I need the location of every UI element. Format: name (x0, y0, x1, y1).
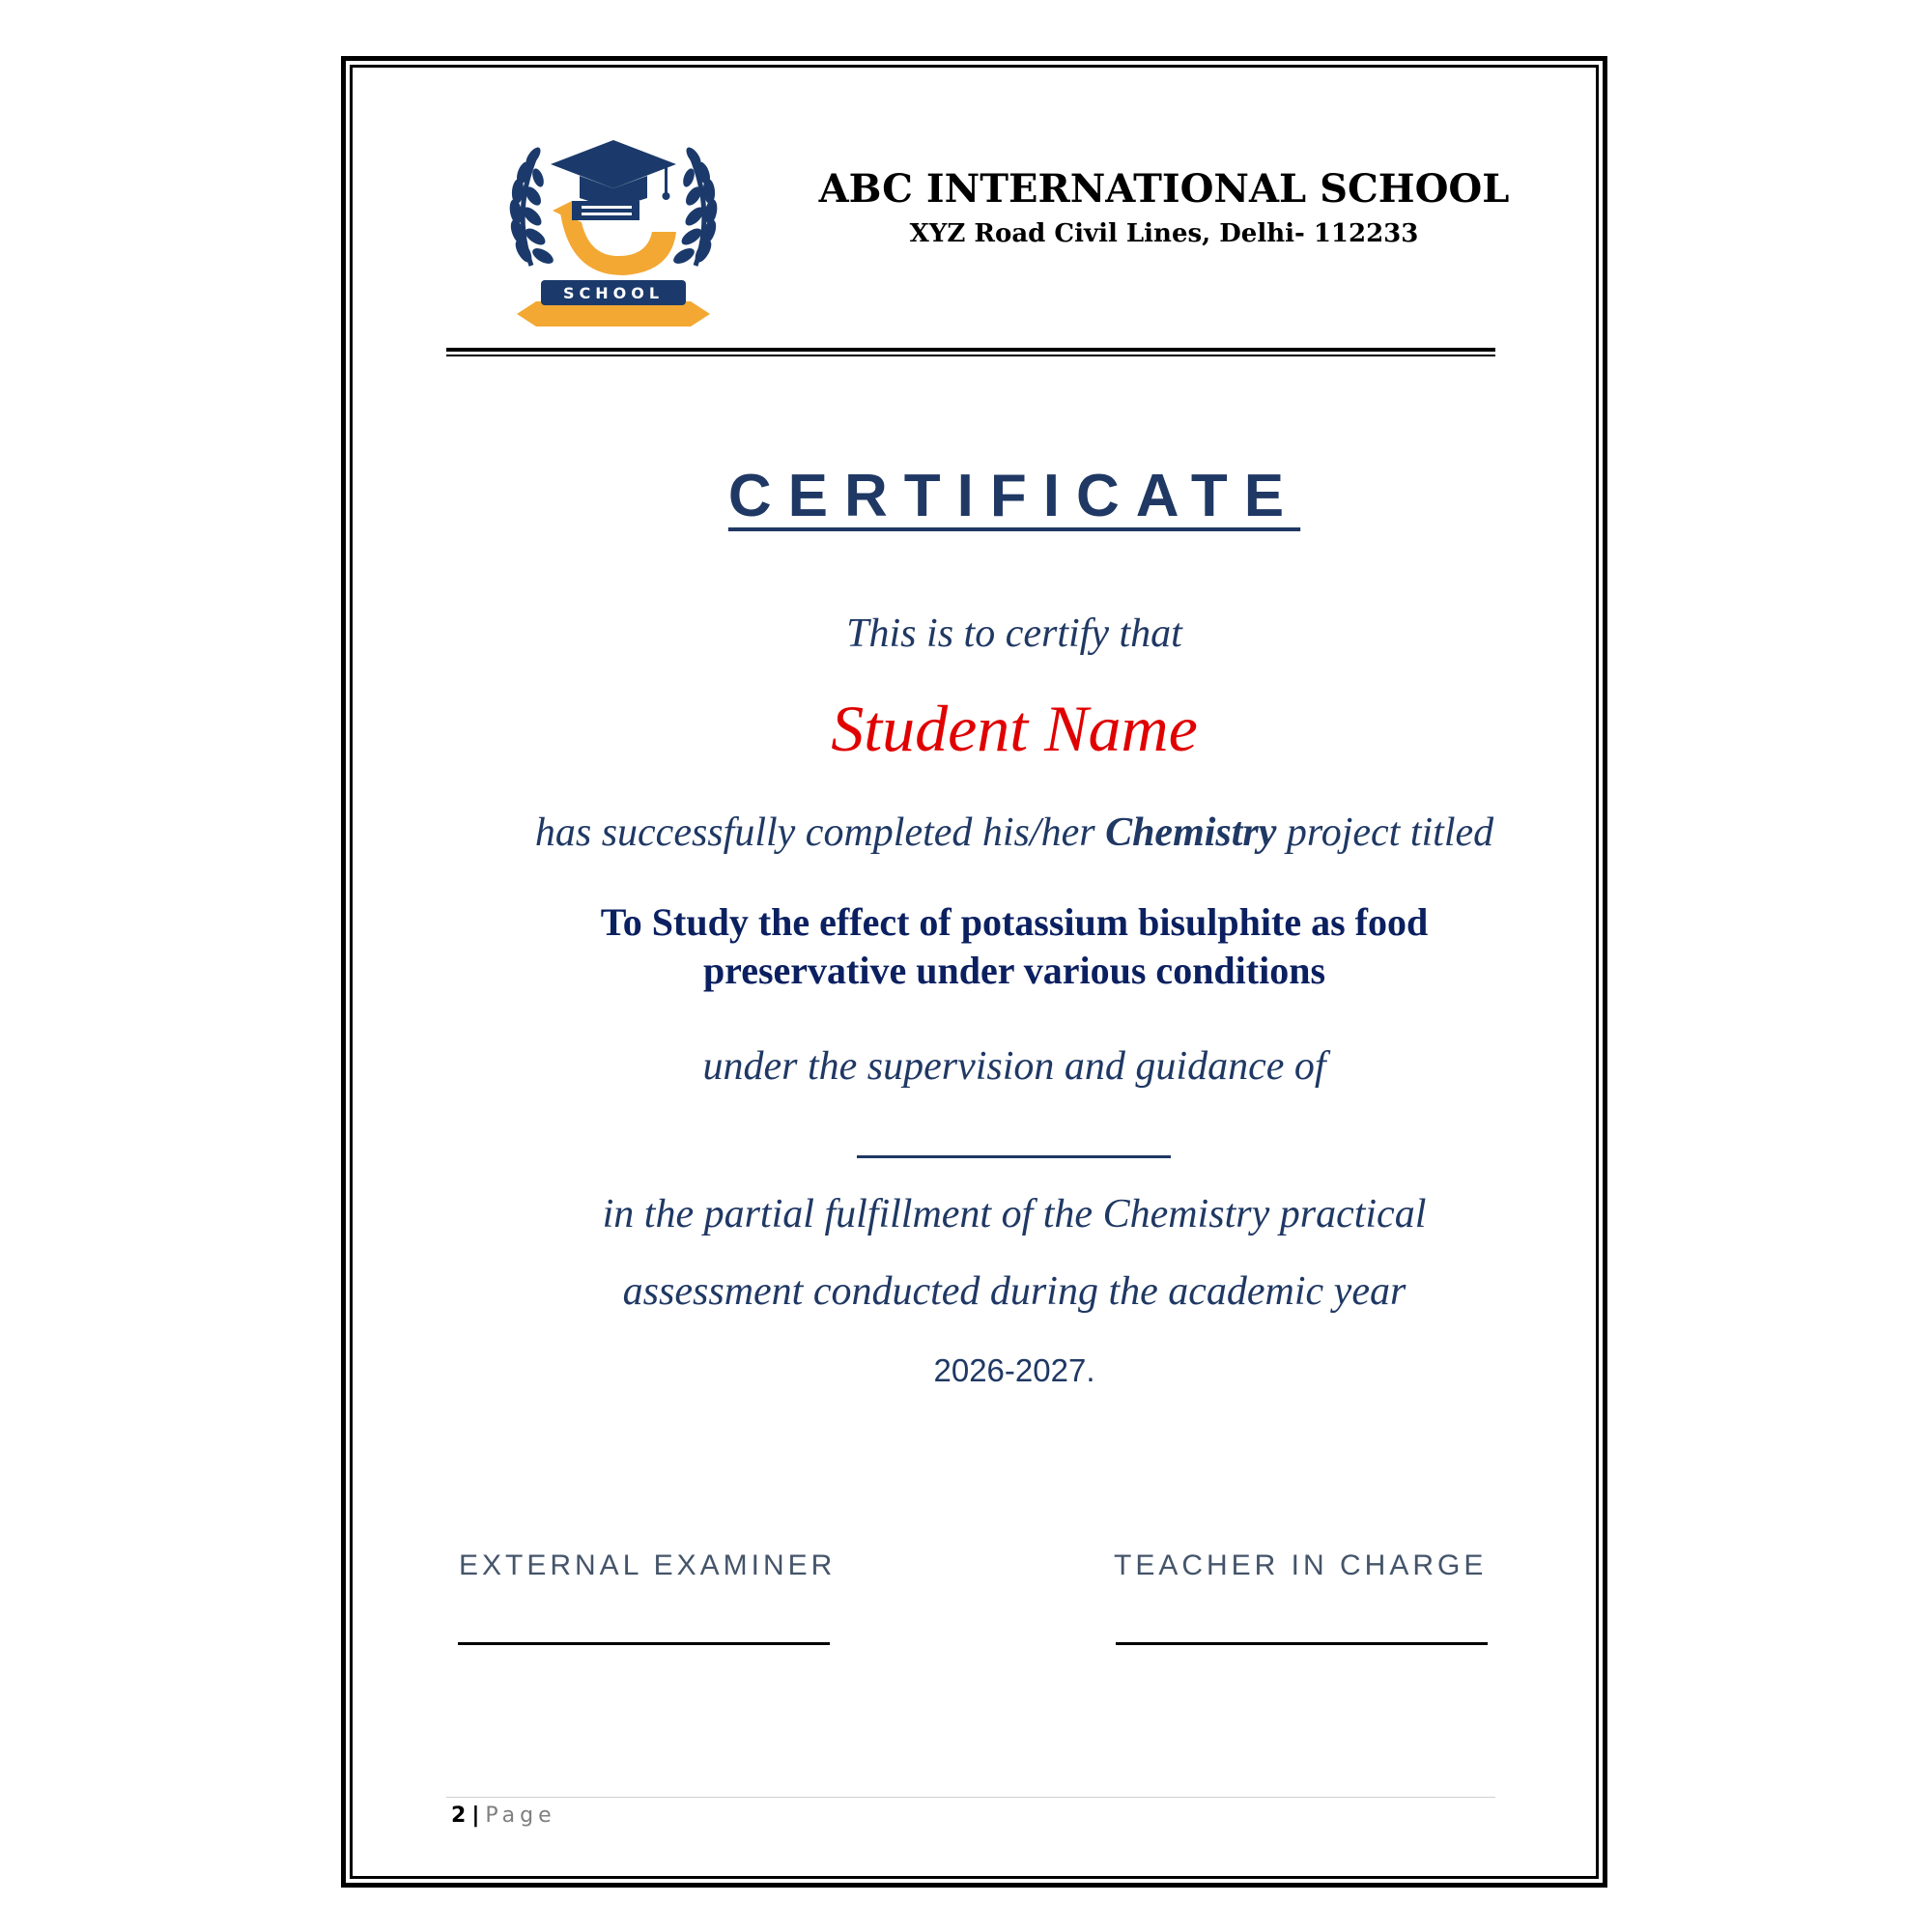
completed-prefix: has successfully completed his/her (534, 810, 1106, 855)
school-address: XYZ Road Civil Lines, Delhi- 112233 (909, 219, 1419, 248)
fulfillment-text-line-2: assessment conducted during the academic year (622, 1269, 1406, 1314)
logo-banner-text: SCHOOL (562, 284, 665, 302)
certify-intro-text: This is to certify that (846, 611, 1182, 656)
completed-statement (435, 810, 1594, 856)
laurel-left-icon (508, 145, 556, 267)
teacher-in-charge-signature-line (1116, 1642, 1488, 1645)
header-divider-thin (446, 355, 1495, 356)
page-separator: | (471, 1804, 480, 1828)
supervision-text: under the supervision and guidance of (702, 1044, 1326, 1089)
page-number: 2 (451, 1804, 467, 1828)
student-name: Student Name (831, 692, 1198, 765)
completed-suffix: project titled (1276, 810, 1494, 855)
school-logo (493, 97, 734, 343)
footer-divider (446, 1797, 1495, 1798)
logo-swoosh-icon (560, 213, 676, 275)
external-examiner-label: EXTERNAL EXAMINER (459, 1549, 837, 1581)
certificate-title: CERTIFICATE (727, 463, 1301, 529)
supervisor-name-blank (857, 1155, 1171, 1158)
laurel-right-icon (671, 145, 720, 267)
graduation-cap-icon (551, 140, 676, 205)
teacher-in-charge-label: TEACHER IN CHARGE (1114, 1549, 1488, 1581)
subject-name: Chemistry (1105, 810, 1277, 855)
fulfillment-text-line-1: in the partial fulfillment of the Chemistry practical (602, 1192, 1427, 1236)
school-name: ABC INTERNATIONAL SCHOOL (818, 166, 1510, 212)
page-footer (451, 1804, 556, 1828)
external-examiner-signature-line (458, 1642, 830, 1645)
page-label: Page (485, 1804, 556, 1828)
header-divider (446, 348, 1495, 352)
academic-year: 2026-2027. (933, 1352, 1095, 1388)
project-title: To Study the effect of potassium bisulphite as food preservative under various conditions (600, 900, 1429, 992)
